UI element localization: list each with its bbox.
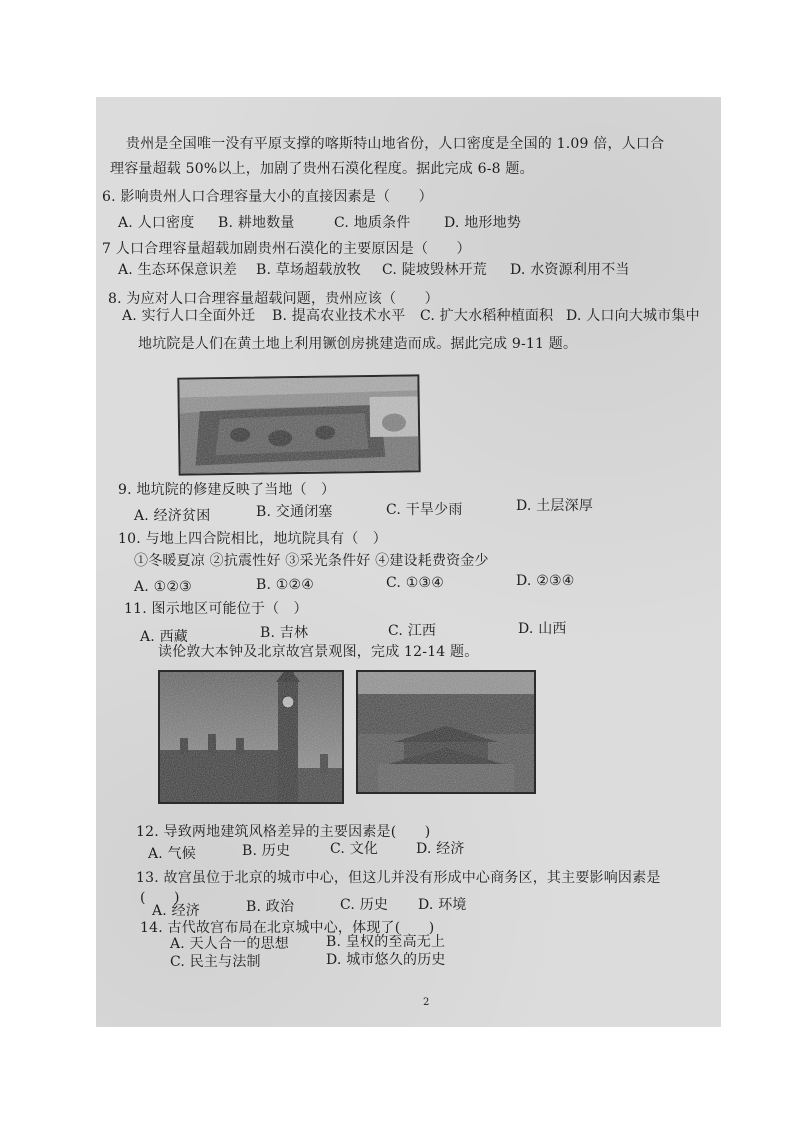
question-7-stem: 7 人口合理容量超载加剧贵州石漠化的主要原因是（ ） bbox=[102, 241, 471, 257]
question-6-option-c: C. 地质条件 bbox=[334, 215, 411, 231]
question-8-option-d: D. 人口向大城市集中 bbox=[566, 308, 700, 324]
question-6-stem: 6. 影响贵州人口合理容量大小的直接因素是（ ） bbox=[102, 189, 433, 205]
courtyard-photo-icon bbox=[179, 376, 418, 473]
question-12-option-b: B. 历史 bbox=[242, 843, 291, 859]
question-12-stem: 12. 导致两地建筑风格差异的主要因素是( ) bbox=[136, 824, 431, 840]
photo-big-ben bbox=[158, 670, 344, 804]
question-11-option-c: C. 江西 bbox=[388, 623, 437, 639]
question-8-stem: 8. 为应对人口合理容量超载问题，贵州应该（ ） bbox=[108, 291, 439, 307]
question-9-option-d: D. 土层深厚 bbox=[516, 498, 594, 514]
question-11-option-a: A. 西藏 bbox=[140, 629, 189, 645]
question-10-option-d: D. ②③④ bbox=[516, 573, 575, 589]
passage-guizhou-line2: 理容量超载 50%以上，加剧了贵州石漠化程度。据此完成 6-8 题。 bbox=[110, 161, 534, 177]
question-8-option-c: C. 扩大水稻种植面积 bbox=[420, 308, 554, 324]
photo-forbidden-city bbox=[356, 670, 536, 794]
question-14-option-d: D. 城市悠久的历史 bbox=[326, 952, 446, 968]
passage-dikengyuan: 地坑院是人们在黄土地上利用镢创房挑建造而成。据此完成 9-11 题。 bbox=[138, 336, 578, 352]
question-11-option-d: D. 山西 bbox=[518, 621, 567, 637]
question-14-option-c: C. 民主与法制 bbox=[170, 954, 261, 970]
question-7-option-a: A. 生态环保意识差 bbox=[118, 262, 238, 278]
question-14-option-b: B. 皇权的至高无上 bbox=[326, 934, 446, 950]
question-13-stem: 13. 故宫虽位于北京的城市中心，但这儿并没有形成中心商务区，其主要影响因素是 bbox=[136, 870, 661, 886]
question-14-option-a: A. 天人合一的思想 bbox=[170, 936, 290, 952]
big-ben-photo-icon bbox=[160, 672, 342, 802]
question-6-option-a: A. 人口密度 bbox=[118, 215, 195, 231]
question-9-option-b: B. 交通闭塞 bbox=[256, 504, 333, 520]
question-10-option-b: B. ①②④ bbox=[256, 577, 315, 593]
question-9-stem: 9. 地坑院的修建反映了当地（ ） bbox=[118, 482, 336, 498]
question-7-option-c: C. 陡坡毁林开荒 bbox=[382, 262, 487, 278]
question-7-option-d: D. 水资源利用不当 bbox=[510, 262, 630, 278]
question-8-option-a: A. 实行人口全面外迁 bbox=[122, 308, 256, 324]
question-13-option-a: A. 经济 bbox=[152, 903, 201, 919]
question-10-statements: ①冬暖夏凉 ②抗震性好 ③采光条件好 ④建设耗费资金少 bbox=[134, 553, 489, 569]
question-7-option-b: B. 草场超载放牧 bbox=[256, 262, 361, 278]
question-10-stem: 10. 与地上四合院相比，地坑院具有（ ） bbox=[118, 531, 387, 547]
exam-page bbox=[96, 97, 721, 1027]
question-6-option-b: B. 耕地数量 bbox=[218, 215, 295, 231]
passage-london-beijing: 读伦敦大本钟及北京故宫景观图，完成 12-14 题。 bbox=[158, 644, 479, 660]
question-10-option-a: A. ①②③ bbox=[134, 579, 192, 595]
forbidden-city-photo-icon bbox=[358, 672, 534, 792]
question-13-option-c: C. 历史 bbox=[340, 897, 389, 913]
question-14-stem: 14. 古代故宫布局在北京城中心，体现了( ) bbox=[140, 920, 435, 936]
passage-guizhou-line1: 贵州是全国唯一没有平原支撑的喀斯特山地省份，人口密度是全国的 1.09 倍，人口合 bbox=[126, 136, 665, 152]
question-11-stem: 11. 图示地区可能位于（ ） bbox=[124, 601, 308, 617]
question-6-option-d: D. 地形地势 bbox=[444, 215, 522, 231]
question-13-option-d: D. 环境 bbox=[418, 897, 467, 913]
page-number: 2 bbox=[423, 997, 430, 1008]
question-13-option-b: B. 政治 bbox=[246, 899, 295, 915]
question-9-option-a: A. 经济贫困 bbox=[134, 508, 211, 524]
question-12-option-d: D. 经济 bbox=[416, 841, 465, 857]
question-12-option-a: A. 气候 bbox=[148, 846, 197, 862]
question-8-option-b: B. 提高农业技术水平 bbox=[272, 308, 406, 324]
question-13-answer-paren: ( ) bbox=[140, 890, 180, 906]
photo-dikengyuan bbox=[177, 374, 420, 475]
question-10-option-c: C. ①③④ bbox=[386, 575, 444, 591]
question-11-option-b: B. 吉林 bbox=[260, 625, 309, 641]
question-9-option-c: C. 干旱少雨 bbox=[386, 502, 463, 518]
question-12-option-c: C. 文化 bbox=[330, 841, 379, 857]
